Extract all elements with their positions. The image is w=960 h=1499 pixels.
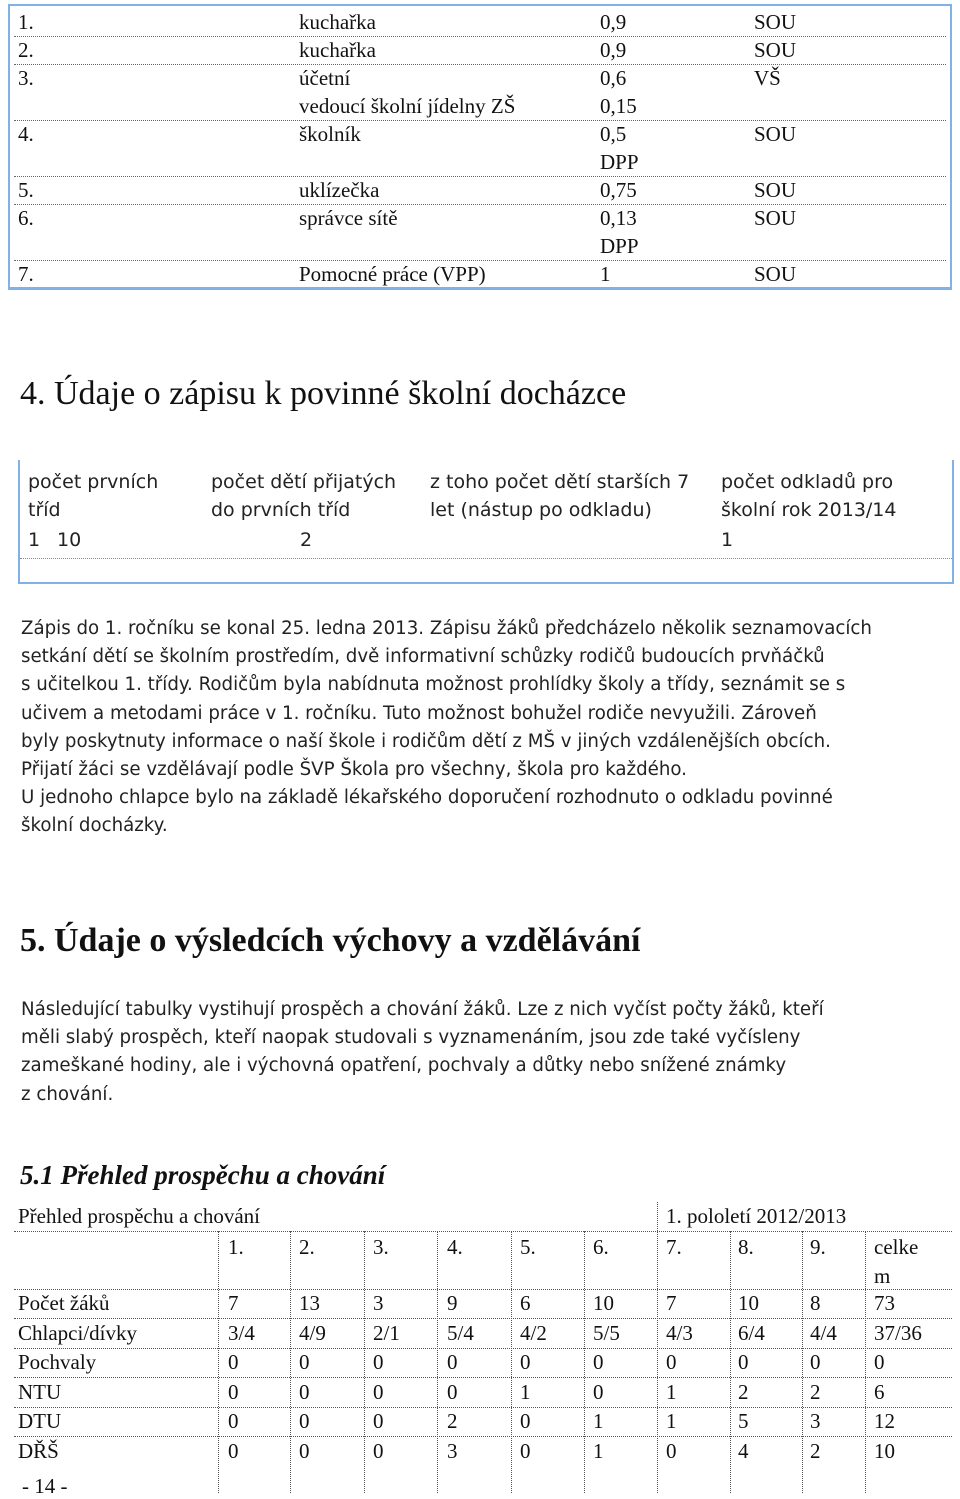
table-row [14, 204, 946, 261]
row-label: DTU [18, 1409, 62, 1433]
subsection-title: 5.1 Přehled prospěchu a chování [20, 1160, 386, 1190]
cell-total: 37/36 [874, 1320, 922, 1345]
cell-value: 8 [810, 1291, 821, 1315]
row-label: Chlapci/dívky [18, 1320, 137, 1345]
results-paragraph: Následující tabulky vystihují prospěch a chování žáků. Lze z nich vyčíst počty žáků, kteří měli slabý prospěch, kteří naopak studovali s vyznamenáním, jsou zde také vyčísleny zameškané hodiny, ale i výchovná opatření, pochvaly a důtky nebo snížené známky z chování. [21, 999, 824, 1105]
cell-value: 6/4 [738, 1320, 765, 1345]
col-header: 8. [738, 1235, 754, 1259]
cell-value: 4/3 [666, 1320, 693, 1345]
header-deferrals: počet odkladů pro školní rok 2013/14 [721, 471, 897, 521]
page-number: - 14 - [22, 1474, 68, 1498]
enrollment-table [18, 460, 954, 584]
staff-no: 1. [18, 10, 34, 34]
cell-value: 10 [738, 1291, 759, 1315]
staff-education: SOU [754, 262, 797, 286]
cell-value: 4/4 [810, 1320, 837, 1345]
header-admitted: počet dětí přijatých do prvních tříd [211, 471, 397, 521]
header-first-classes: počet prvních tříd [28, 471, 159, 521]
staff-education: SOU [754, 38, 797, 62]
staff-role: školník [299, 122, 361, 146]
row-label: Počet žáků [18, 1291, 110, 1315]
staff-no: 5. [18, 178, 34, 202]
col-header: 2. [299, 1235, 315, 1259]
cell-value: 0 [228, 1379, 239, 1404]
cell-value: 0 [810, 1350, 821, 1374]
cell-value: 0 [593, 1379, 604, 1404]
col-header: 3. [373, 1235, 389, 1259]
table-row [14, 120, 946, 177]
cell-total: 12 [874, 1409, 895, 1433]
staff-role: kuchařka [299, 10, 376, 34]
section-5-title: 5. Údaje o výsledcích výchovy a vzdělávání [20, 922, 641, 959]
cell-value: 2 [810, 1379, 821, 1404]
staff-education: SOU [754, 206, 797, 230]
column-divider [865, 1231, 866, 1493]
row-label: Pochvaly [18, 1350, 97, 1374]
column-divider [364, 1231, 365, 1493]
cell-value: 13 [299, 1291, 320, 1315]
cell-total: 73 [874, 1291, 895, 1315]
column-divider [437, 1231, 438, 1493]
staff-education: SOU [754, 10, 797, 34]
staff-load-secondary: 0,15 [600, 94, 637, 118]
staff-load-secondary: DPP [600, 234, 639, 258]
cell-value: 0 [373, 1350, 384, 1374]
cell-value: 5/4 [447, 1320, 474, 1345]
cell-value: 4/9 [299, 1320, 326, 1345]
staff-no: 4. [18, 122, 34, 146]
cell-value: 4/2 [520, 1320, 547, 1345]
staff-no: 2. [18, 38, 34, 62]
divider [20, 558, 952, 559]
table-row [14, 36, 946, 65]
cell-total: 6 [874, 1379, 885, 1404]
cell-value: 1 [593, 1409, 604, 1433]
column-divider [218, 1231, 219, 1493]
cell-value: 7 [228, 1291, 239, 1315]
cell-value: 9 [447, 1291, 458, 1315]
staff-load: 0,9 [600, 38, 627, 62]
cell-value: 0 [593, 1350, 604, 1374]
table-row [14, 1437, 952, 1466]
cell-value: 5 [738, 1409, 749, 1433]
column-divider [584, 1231, 585, 1493]
cell-total: 10 [874, 1438, 895, 1463]
cell-value: 0 [228, 1409, 239, 1433]
col-header: 4. [447, 1235, 463, 1259]
cell-value: 5/5 [593, 1320, 620, 1345]
staff-table [8, 4, 952, 290]
staff-no: 3. [18, 66, 34, 90]
row-label: DŘŠ [18, 1438, 59, 1463]
staff-no: 6. [18, 206, 34, 230]
staff-load-secondary: DPP [600, 150, 639, 174]
cell-value: 0 [447, 1350, 458, 1374]
cell-value: 0 [666, 1350, 677, 1374]
value-deferrals: 1 [721, 529, 734, 551]
cell-value: 7 [666, 1291, 677, 1315]
staff-role: účetní [299, 66, 351, 90]
column-divider [511, 1231, 512, 1493]
staff-role: správce sítě [299, 206, 398, 230]
staff-load: 0,5 [600, 122, 627, 146]
col-header: 7. [666, 1235, 682, 1259]
cell-value: 3/4 [228, 1320, 255, 1345]
column-divider [802, 1231, 803, 1493]
col-header: 6. [593, 1235, 609, 1259]
staff-no: 7. [18, 262, 34, 286]
row-label: NTU [18, 1379, 62, 1404]
cell-value: 0 [228, 1438, 239, 1463]
cell-value: 2 [447, 1409, 458, 1433]
table-header-row [14, 1231, 952, 1290]
cell-value: 0 [520, 1350, 531, 1374]
cell-value: 1 [666, 1379, 677, 1404]
col-header-total: celke [874, 1235, 919, 1259]
cell-value: 0 [299, 1438, 310, 1463]
col-header: 9. [810, 1235, 826, 1259]
cell-value: 0 [447, 1379, 458, 1404]
cell-value: 2 [810, 1438, 821, 1463]
table-row [14, 1348, 952, 1378]
cell-value: 2 [738, 1379, 749, 1404]
staff-load: 0,6 [600, 66, 627, 90]
staff-education: SOU [754, 122, 797, 146]
cell-value: 0 [299, 1350, 310, 1374]
cell-value: 4 [738, 1438, 749, 1463]
cell-value: 10 [593, 1291, 614, 1315]
staff-load: 0,75 [600, 178, 637, 202]
cell-value: 0 [520, 1409, 531, 1433]
table-row [14, 1378, 952, 1408]
cell-total: 0 [874, 1350, 885, 1374]
staff-role: kuchařka [299, 38, 376, 62]
table-row [14, 64, 946, 121]
column-divider [730, 1231, 731, 1493]
value-first-classes: 1 [28, 529, 41, 551]
value-older-children: 2 [300, 529, 313, 551]
cell-value: 3 [373, 1291, 384, 1315]
table-row [14, 260, 946, 288]
table-row [14, 1289, 952, 1319]
table-title-row [14, 1202, 952, 1232]
cell-value: 3 [810, 1409, 821, 1433]
staff-education: SOU [754, 178, 797, 202]
cell-value: 0 [373, 1438, 384, 1463]
cell-value: 1 [593, 1438, 604, 1463]
staff-role: uklízečka [299, 178, 380, 202]
staff-load: 0,9 [600, 10, 627, 34]
cell-value: 1 [520, 1379, 531, 1404]
table-row [14, 8, 946, 37]
cell-value: 6 [520, 1291, 531, 1315]
table-row [14, 1407, 952, 1437]
cell-value: 0 [373, 1409, 384, 1433]
section-4-title: 4. Údaje o zápisu k povinné školní docházce [20, 375, 627, 412]
col-header-total-wrap: m [874, 1264, 891, 1288]
header-older-children: z toho počet dětí starších 7 let (nástup po odkladu) [430, 471, 690, 521]
staff-load: 1 [600, 262, 611, 286]
enrollment-paragraph: Zápis do 1. ročníku se konal 25. ledna 2013. Zápisu žáků předcházelo několik seznamovacích setkání dětí se školním prostředím, dvě informativní schůzky rodičů budoucích prvňáčků s učitelkou 1. třídy. Rodičům byla nabídnuta možnost prohlídky školy a třídy, seznámit se s učivem a metodami práce v 1. ročníku. Tuto možnost bohužel rodiče nevyužili. Zároveň byly poskytnuty informace o naší škole i rodičům dětí z MŠ v jiných vzdálenějších obcích. Přijatí žáci se vzdělávají podle ŠVP Škola pro všechny, škola pro každého. U jednoho chlapce bylo na základě lékařského doporučení rozhodnuto o odkladu povinné školní docházky. [21, 618, 872, 837]
table-row [14, 176, 946, 205]
staff-role-secondary: vedoucí školní jídelny ZŠ [299, 94, 516, 118]
col-header: 1. [228, 1235, 244, 1259]
cell-value: 0 [299, 1409, 310, 1433]
cell-value: 0 [228, 1350, 239, 1374]
cell-value: 0 [520, 1438, 531, 1463]
table-row [14, 1319, 952, 1349]
cell-value: 3 [447, 1438, 458, 1463]
col-header: 5. [520, 1235, 536, 1259]
cell-value: 0 [666, 1438, 677, 1463]
column-divider [657, 1202, 658, 1493]
column-divider [290, 1231, 291, 1493]
value-admitted: 10 [57, 529, 82, 551]
cell-value: 0 [299, 1379, 310, 1404]
staff-load: 0,13 [600, 206, 637, 230]
staff-role: Pomocné práce (VPP) [299, 262, 486, 286]
staff-education: VŠ [754, 66, 781, 90]
cell-value: 1 [666, 1409, 677, 1433]
cell-value: 0 [373, 1379, 384, 1404]
cell-value: 0 [738, 1350, 749, 1374]
table-period: 1. pololetí 2012/2013 [666, 1204, 847, 1228]
cell-value: 2/1 [373, 1320, 400, 1345]
table-title: Přehled prospěchu a chování [18, 1204, 261, 1228]
